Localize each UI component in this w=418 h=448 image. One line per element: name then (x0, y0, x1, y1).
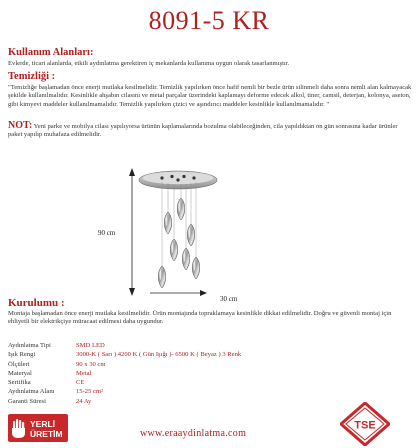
pendant-5 (182, 248, 190, 270)
note-block (8, 122, 412, 140)
pendant-4 (170, 239, 178, 261)
spec-row: Aydınlatma Alanı 15-25 cm² (8, 388, 104, 396)
spec-row: Garanti Süresi 24 Ay (8, 397, 92, 405)
pendant-1 (177, 198, 185, 220)
note-heading: NOT: (8, 120, 33, 131)
usage-text: Evlerde, ticari alanlarda, etkili aydınlatma gerektiren iç mekanlarda kullanıma uygun olarak tasarlanmıştır. (8, 60, 290, 67)
badge-line1: YERLİ (30, 419, 56, 429)
spec-row: Materyal Metal (8, 369, 92, 377)
cleaning-text: "Temizliğe başlamadan önce enerji mutlaka kesilmelidir. Temizlik yapılırken önce hafif nemli bir bezle ürün silinmeli daha sonra nemli alan kalmayacak şekilde kullanılmalıdır. Kesinlikle ahşabın cilasını ve metal parçalar üzerindeki kaplamayı deforme edecek alkol, tiner, camsil, deterjan, kolonya, aseton, gibi kimyevi maddeler kullanılmamalıdır. Temizlik yapılırken çizici ve aşındırıcı maddeler kesinlikle kullanılmamalıdır. " (8, 84, 412, 108)
spec-row: Işık Rengi 3000-K ( Sarı ) 4200 K ( Gün Işığı )- 6500 K ( Beyaz ) 3 Renk (8, 351, 242, 359)
badge-line2: ÜRETİM (30, 429, 63, 439)
yerli-uretim-badge (8, 414, 68, 442)
install-text: Montaja başlamadan önce enerji mutlaka kesilmelidir. Ürün montajında topraklamaya kesinlikle dikkat edilmelidir. Doğru ve güvenli montaj için ehliyetli bir elektrikçiye müracaat edilmesi daha uygundur. (8, 310, 392, 326)
usage-heading: Kullanım Alanları: (8, 47, 94, 58)
spec-row: Ölçüleri 90 x 30 cm (8, 360, 106, 368)
arrow-up-icon (129, 168, 135, 176)
cleaning-heading: Temizliği : (8, 71, 56, 82)
tse-letters: TSE (354, 419, 376, 432)
pendant-7 (158, 266, 166, 288)
website-link[interactable]: www.eraaydinlatma.com (140, 428, 247, 439)
note-text: Yeni parke ve mobilya cilası yapılıyorsa ürünün kaplamalarında bozulma olabileceğinden, cila yapıldıktan on gün sonrasına kadar ürünler paket yapılıp muhafaza edilmelidir. (8, 123, 398, 139)
spec-row: Aydınlatma Tipi SMD LED (8, 342, 105, 349)
spec-row: Sertifika CE (8, 379, 85, 387)
height-label: 90 cm (98, 229, 116, 237)
tse-logo (340, 402, 390, 446)
arrow-right-icon (200, 290, 207, 296)
spec-table (8, 341, 241, 406)
width-label: 30 cm (220, 295, 238, 303)
pendant-2 (164, 212, 172, 234)
pendant-3 (187, 224, 195, 246)
pendant-6 (192, 257, 200, 279)
arrow-down-icon (129, 288, 135, 296)
product-title: 8091-5 KR (148, 6, 270, 35)
install-heading: Kurulumu : (8, 297, 65, 309)
ceiling-disc (139, 171, 217, 189)
